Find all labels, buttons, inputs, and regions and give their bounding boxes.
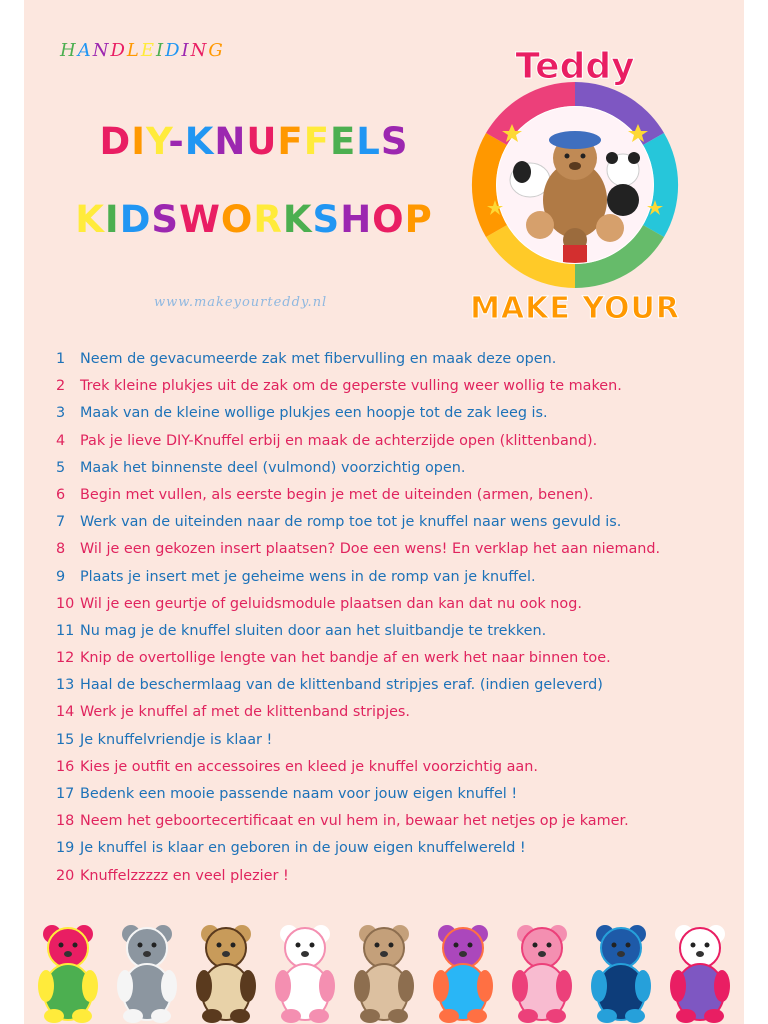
title-letter: K [184, 120, 215, 163]
step-text: Begin met vullen, als eerste begin je met de uiteinden (armen, benen). [80, 486, 594, 503]
title-letter: H [340, 198, 373, 241]
title-letter: Y [146, 120, 169, 163]
title-letter: N [92, 40, 111, 61]
title-letter: G [208, 40, 225, 61]
title-letter: D [99, 120, 132, 163]
title-letter: S [380, 120, 409, 163]
step-text: Knip de overtollige lengte van het bandje af en werk het naar binnen toe. [80, 650, 611, 667]
instruction-step [56, 808, 736, 835]
instruction-step [56, 672, 736, 699]
step-text: Knuffelzzzzz en veel plezier ! [80, 867, 289, 884]
step-text: Kies je outfit en accessoires en kleed je knuffel voorzichtig aan. [80, 758, 538, 775]
step-text: Maak het binnenste deel (vulmond) voorzichtig open. [80, 459, 466, 476]
title-letter: I [104, 198, 120, 241]
title-letter: I [155, 40, 166, 61]
instruction-step [56, 482, 736, 509]
step-number: 19 [56, 840, 75, 857]
step-text: Pak je lieve DIY-Knuffel erbij en maak de achterzijde open (klittenband). [80, 432, 598, 449]
step-text: Werk van de uiteinden naar de romp toe tot je knuffel naar wens gevuld is. [80, 514, 622, 531]
step-text: Haal de beschermlaag van de klittenband stripjes eraf. (indien geleverd) [80, 677, 603, 694]
step-number: 6 [56, 486, 66, 503]
instruction-step [56, 564, 736, 591]
step-text: Wil je een gekozen insert plaatsen? Doe een wens! En verklap het aan niemand. [80, 541, 661, 558]
blue-dinosaur-icon [585, 914, 657, 1024]
instruction-step [56, 400, 736, 427]
title-letter: A [77, 40, 93, 61]
instruction-step [56, 618, 736, 645]
title-letter: E [140, 40, 156, 61]
title-letter: N [190, 40, 209, 61]
title-letter: O [220, 198, 254, 241]
instruction-step [56, 754, 736, 781]
title-letter: R [253, 198, 283, 241]
title-letter: S [312, 198, 341, 241]
title-letter: F [303, 120, 330, 163]
title-letter: L [356, 120, 381, 163]
title-letter: D [119, 198, 152, 241]
instruction-step [56, 428, 736, 455]
title-letter: L [126, 40, 141, 61]
step-number: 4 [56, 432, 66, 449]
instruction-step [56, 781, 736, 808]
step-number: 18 [56, 813, 75, 830]
step-number: 5 [56, 459, 66, 476]
title-letter: P [404, 198, 433, 241]
confetti-bunny-icon [664, 914, 736, 1024]
instruction-list [56, 346, 736, 890]
title-letter: I [181, 40, 191, 61]
title-letter: E [329, 120, 357, 163]
step-number: 16 [56, 758, 75, 775]
instruction-step [56, 455, 736, 482]
title-kidsworkshop [24, 198, 484, 241]
step-text: Maak van de kleine wollige plukjes een hoopje tot de zak leeg is. [80, 405, 548, 422]
step-number: 7 [56, 514, 66, 531]
title-letter: N [214, 120, 247, 163]
logo-text-make-your: MAKE YOUR [470, 291, 680, 326]
title-letter: K [75, 198, 105, 241]
instruction-step [56, 346, 736, 373]
step-number: 13 [56, 677, 75, 694]
instruction-step [56, 727, 736, 754]
step-text: Bedenk een mooie passende naam voor jouw eigen knuffel ! [80, 786, 518, 802]
step-text: Nu mag je de knuffel sluiten door aan het sluitbandje te trekken. [80, 622, 547, 639]
logo-text-teddy: Teddy [515, 46, 635, 87]
step-number: 3 [56, 405, 66, 422]
title-letter: H [60, 40, 78, 61]
step-text: Plaats je insert met je geheime wens in de romp van je knuffel. [80, 568, 536, 585]
title-letter: W [179, 198, 221, 241]
stuffed-toys-row [24, 900, 744, 1024]
instruction-step [56, 536, 736, 563]
step-number: 14 [56, 704, 75, 721]
rainbow-dog-icon [427, 914, 499, 1024]
title-letter: I [131, 120, 146, 163]
step-number: 1 [56, 351, 66, 367]
step-number: 2 [56, 378, 66, 395]
title-letter: D [165, 40, 182, 61]
instruction-step [56, 699, 736, 726]
step-number: 11 [56, 622, 75, 639]
unicorn-icon [269, 914, 341, 1024]
step-number: 12 [56, 650, 75, 667]
handout-kicker [60, 40, 225, 61]
step-text: Neem de gevacumeerde zak met fibervulling en maak deze open. [80, 351, 557, 367]
make-your-teddy-logo [460, 40, 690, 330]
rainbow-bear-icon [32, 914, 104, 1024]
instruction-step [56, 591, 736, 618]
instruction-step [56, 373, 736, 400]
handout-page [24, 0, 744, 1024]
title-letter: O [372, 198, 405, 241]
step-text: Trek kleine plukjes uit de zak om de geperste vulling weer wollig te maken. [80, 378, 622, 395]
instruction-step [56, 863, 736, 890]
title-letter: F [277, 120, 304, 163]
step-text: Je knuffel is klaar en geboren in de jouw eigen knuffelwereld ! [80, 840, 526, 857]
step-number: 20 [56, 867, 75, 884]
dolphin-icon [111, 914, 183, 1024]
step-text: Wil je een geurtje of geluidsmodule plaatsen dan kan dat nu ook nog. [80, 595, 582, 612]
step-number: 15 [56, 731, 75, 748]
title-letter: D [110, 40, 127, 61]
step-text: Werk je knuffel af met de klittenband stripjes. [80, 704, 411, 721]
step-number: 17 [56, 786, 75, 802]
step-number: 9 [56, 568, 66, 585]
step-number: 10 [56, 595, 75, 612]
title-letter: - [168, 120, 185, 163]
instruction-step [56, 509, 736, 536]
step-text: Neem het geboortecertificaat en vul hem in, bewaar het netjes op je kamer. [80, 813, 629, 830]
title-letter: U [246, 120, 278, 163]
instruction-step [56, 835, 736, 862]
leopard-icon [190, 914, 262, 1024]
teddy-bear-icon [348, 914, 420, 1024]
title-diy-knuffels [24, 120, 484, 163]
title-letter: S [151, 198, 180, 241]
pink-bear-icon [506, 914, 578, 1024]
instruction-step [56, 645, 736, 672]
title-letter: K [282, 198, 313, 241]
step-text: Je knuffelvriendje is klaar ! [80, 731, 273, 748]
website-link[interactable]: www.makeyourteddy.nl [154, 295, 328, 310]
step-number: 8 [56, 541, 66, 558]
